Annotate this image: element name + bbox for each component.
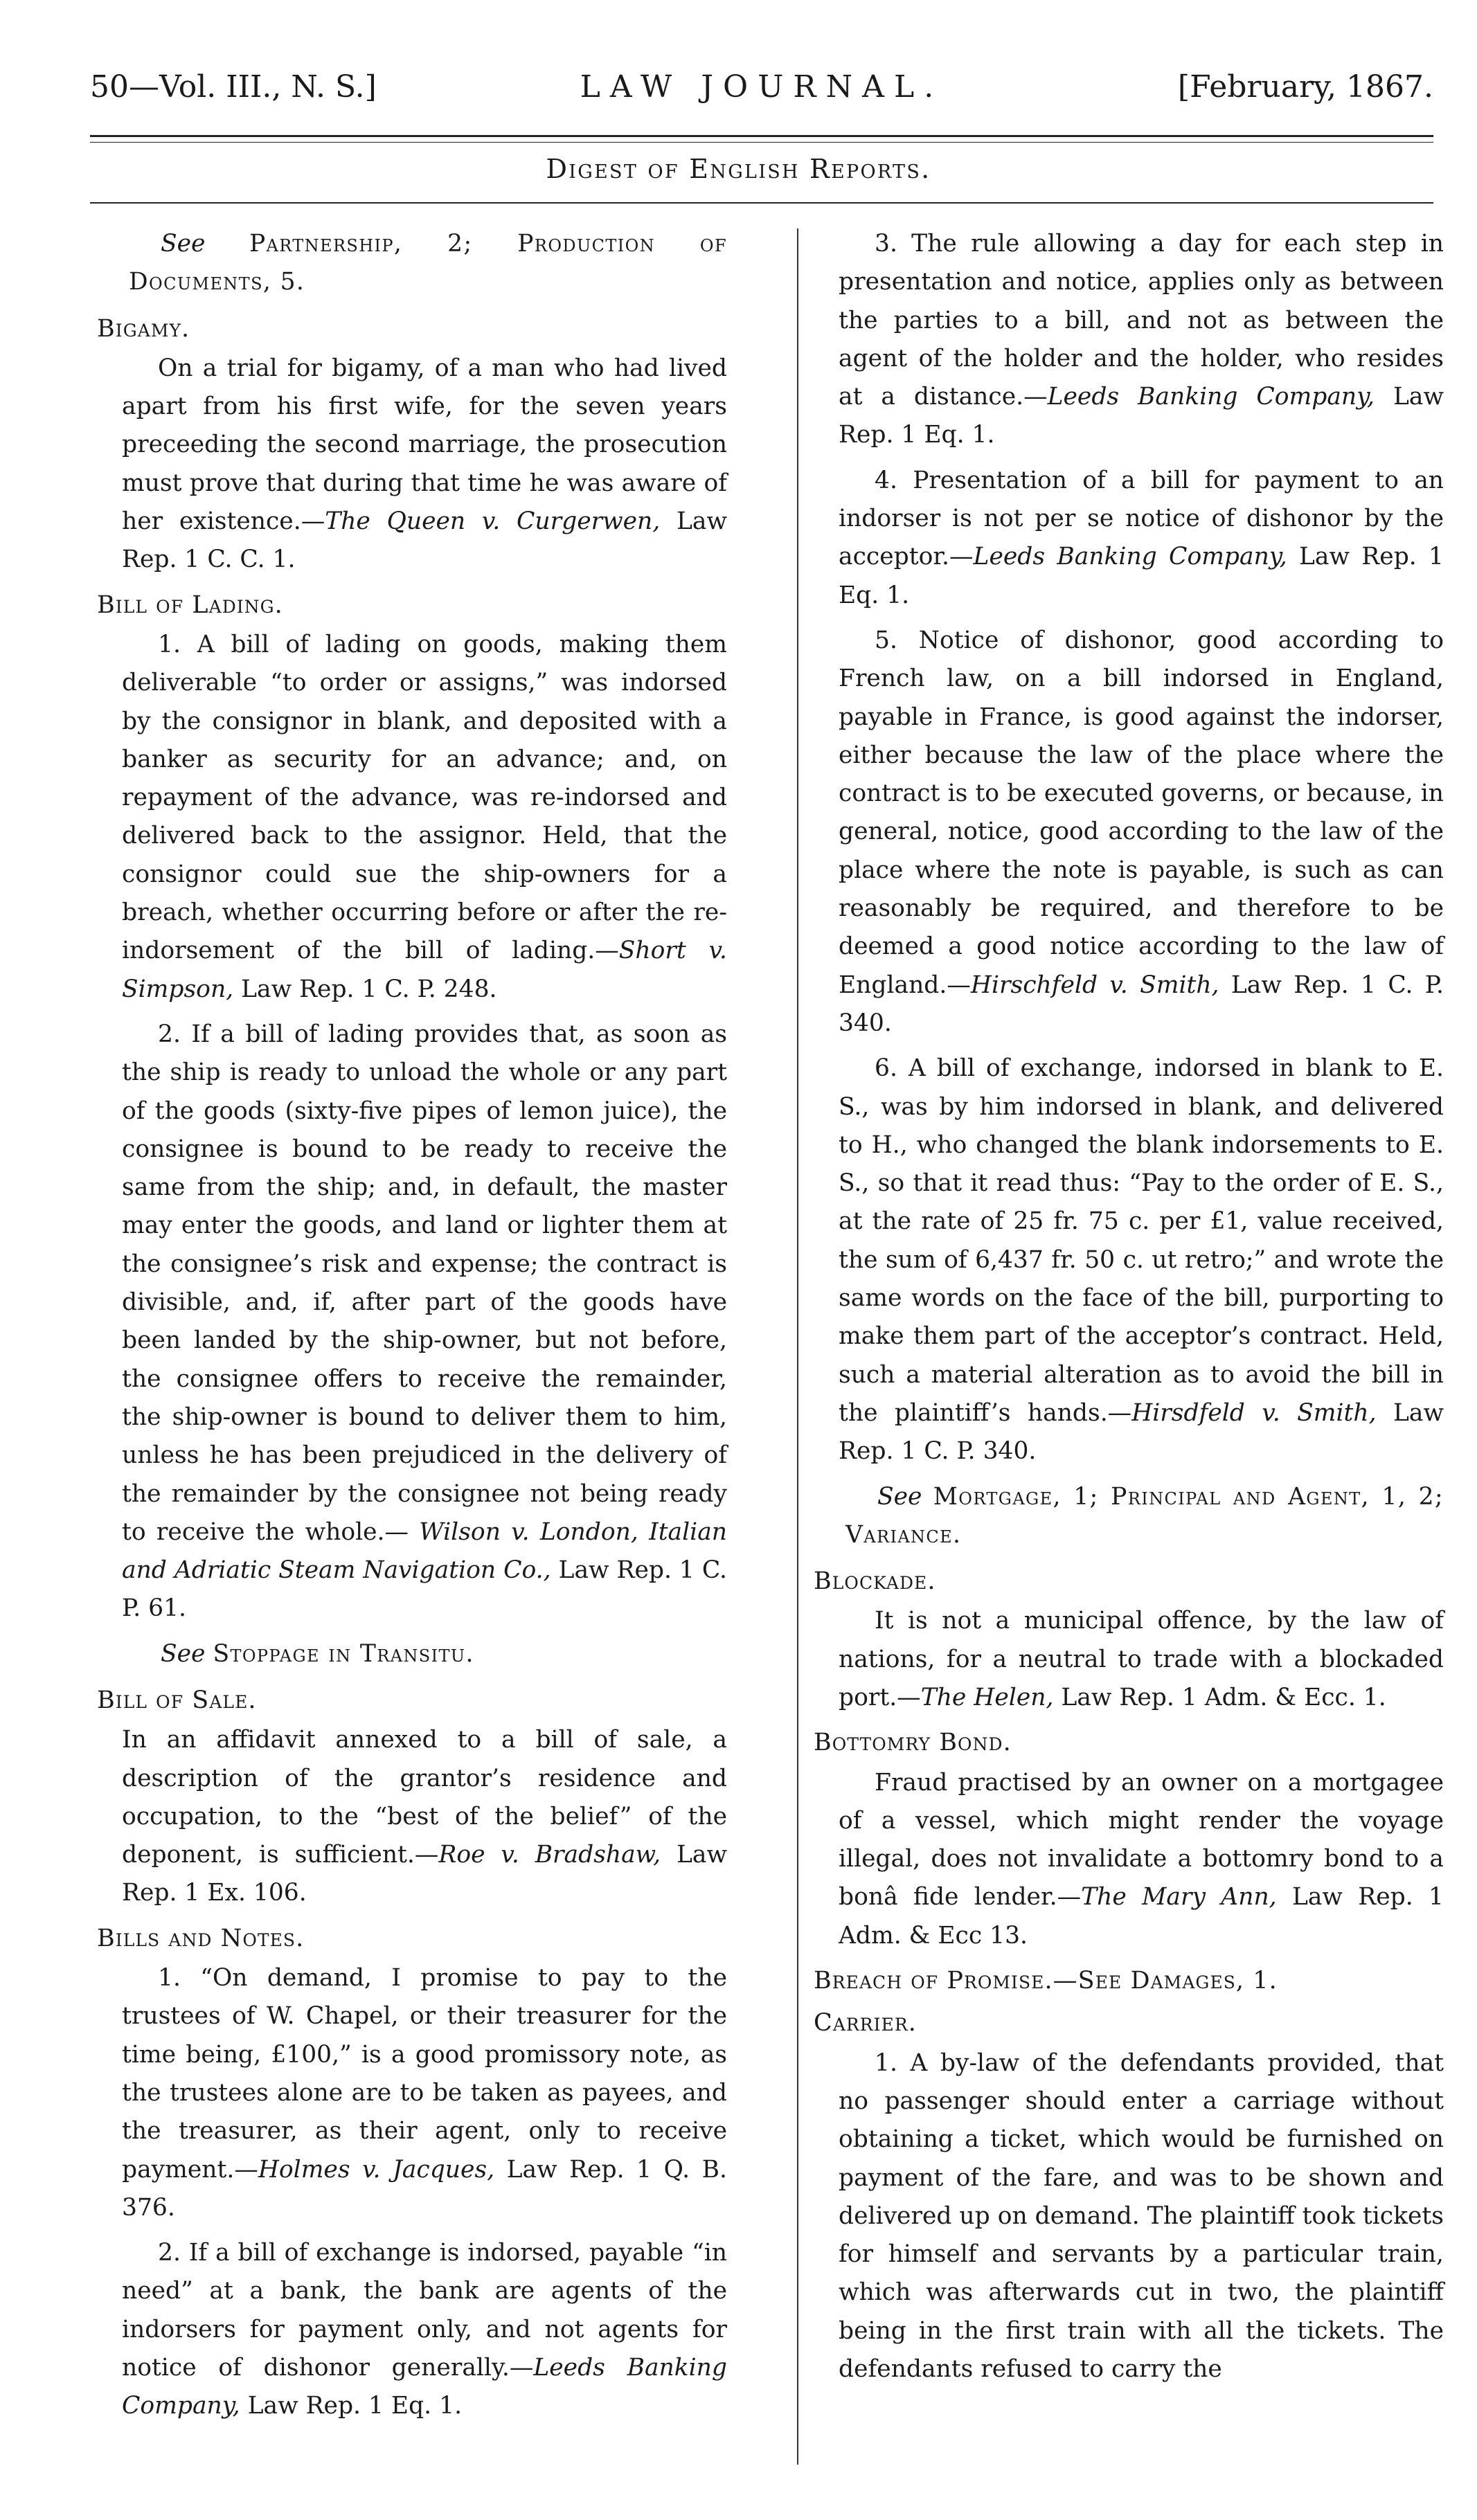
case-name: Wilson v. London, Italian and Adriatic Steam Navigation Co., — [122, 1518, 727, 1585]
case-name: Short v. Simpson, — [122, 937, 728, 1003]
header-rule-thin — [90, 142, 1433, 143]
entry-text: It is not a municipal offence, by the law of nations, for a neutral to trade with a blockaded port.— — [839, 1607, 1444, 1711]
case-citation: Law Rep. 1 Q. B. 376. — [122, 2155, 727, 2222]
case-citation: Law Rep. 1 C. P. 61. — [122, 1556, 727, 1623]
entry-text: In an affidavit annexed to a bill of sale, a description of the grantor’s residence and occupation, to the “best of the belief” of the deponent, is sufficient.— — [122, 1726, 727, 1869]
see-reference — [814, 1478, 1444, 1555]
journal-title: LAW JOURNAL. — [580, 69, 944, 105]
digest-entry — [814, 225, 1444, 455]
case-citation: Law Rep. 1 Ex. 106. — [122, 1841, 727, 1907]
running-head — [90, 69, 1433, 118]
section-title: Digest of English Reports. — [546, 154, 931, 184]
entry-text: 1. A bill of lading on goods, making them deliverable “to order or assigns,” was indorsed by the consignor in blank, and deposited with a banker as security for an advance; and, on repayment of the advance, was re-indorsed and delivered back to the assignor. Held, that the consignor could sue the ship-owners for a breach, whether occurring before or after the re-indorsement of the bill of lading.— — [122, 630, 727, 965]
entry-text: 1. “On demand, I promise to pay to the trustees of W. Chapel, or their treasurer for the time being, £100,” is a good promissory note, as the trustees alone are to be taken as payees, and the treasurer, as their agent, only to receive payment.— — [122, 1964, 727, 2184]
digest-entry — [97, 1721, 727, 1912]
case-name: Roe v. Bradshaw, — [438, 1841, 661, 1869]
digest-entry — [814, 462, 1444, 615]
case-citation: Law Rep. 1 Adm. & Ecc 13. — [839, 1883, 1444, 1950]
digest-heading: Blockade. — [814, 1567, 936, 1596]
case-name: The Mary Ann, — [1081, 1883, 1277, 1911]
digest-heading: Bill of Lading. — [97, 591, 283, 619]
section-rule — [90, 202, 1433, 204]
case-citation: Law Rep. 1 C. C. 1. — [122, 507, 727, 574]
entry-text: On a trial for bigamy, of a man who had lived apart from his first wife, for the seven years preceeding the second marriage, the prosecution must prove that during that time he was aware of her existence.— — [122, 354, 727, 536]
digest-heading: Bigamy. — [97, 314, 190, 343]
digest-entry — [97, 626, 727, 1009]
see-label: See — [161, 230, 249, 258]
see-targets: Mortgage, 1; Principal and Agent, 1, 2; Variance. — [845, 1482, 1444, 1549]
case-citation: Law Rep. 1 C. P. 248. — [233, 975, 497, 1003]
case-citation: Law Rep. 1 Adm. & Ecc. 1. — [1053, 1683, 1386, 1711]
entry-text: Fraud practised by an owner on a mortgagee of a vessel, which might render the voyage illegal, does not invalidate a bottomry bond to a bonâ fide lender.— — [839, 1768, 1444, 1911]
digest-heading: Bottomry Bond. — [814, 1729, 1012, 1757]
case-name: Holmes v. Jacques, — [258, 2155, 495, 2184]
case-name: Leeds Banking Company, — [973, 543, 1287, 571]
case-citation: Law Rep. 1 Eq. 1. — [240, 2392, 463, 2420]
case-name: The Helen, — [920, 1683, 1054, 1711]
case-citation: Law Rep. 1 C. P. 340. — [839, 1398, 1444, 1466]
case-citation: Law Rep. 1 C. P. 340. — [839, 971, 1444, 1037]
case-name: Hirschfeld v. Smith, — [970, 971, 1219, 999]
left-column — [97, 225, 727, 2433]
digest-entry — [97, 2234, 727, 2425]
issue-date: [February, 1867. — [1177, 69, 1433, 105]
entry-text: 2. If a bill of exchange is indorsed, payable “in need” at a bank, the bank are agents of the indorsers for payment only, and not agents for notice of dishonor generally.— — [122, 2239, 727, 2382]
digest-entry — [97, 350, 727, 579]
right-column — [814, 225, 1444, 2395]
volume-info: 50—Vol. III., N. S.] — [90, 69, 377, 105]
see-targets: Partnership, 2; Production of Documents, 5. — [129, 230, 727, 296]
digest-entry — [814, 622, 1444, 1043]
digest-heading: Bill of Sale. — [97, 1686, 257, 1714]
digest-heading: Breach of Promise.—See Damages, 1. — [814, 1967, 1278, 1995]
case-citation: Law Rep. 1 Eq. 1. — [839, 543, 1444, 609]
digest-entry — [97, 1016, 727, 1628]
entry-text: 5. Notice of dishonor, good according to French law, on a bill indorsed in England, payable in France, is good against the indorser, either because the law of the place where the contract is to be executed governs, or because, in general, notice, good according to the law of the place where the note is payable, is such as can reasonably be required, and therefore to be deemed a good notice according to the law of England.— — [839, 626, 1444, 999]
header-rule — [90, 135, 1433, 137]
digest-entry — [97, 1959, 727, 2227]
digest-entry — [814, 1602, 1444, 1717]
case-name: Leeds Banking Company, — [122, 2354, 727, 2420]
digest-entry — [814, 2044, 1444, 2389]
see-reference — [97, 225, 727, 302]
see-label: See — [877, 1482, 933, 1511]
entry-text: 3. The rule allowing a day for each step in presentation and notice, applies only as between the parties to a bill, and not as between the agent of the holder and the holder, who resides at a distance.— — [839, 230, 1444, 411]
case-name: The Queen v. Curgerwen, — [325, 507, 661, 536]
case-name: Hirsdfeld v. Smith, — [1131, 1398, 1377, 1427]
see-label: See — [161, 1639, 213, 1668]
case-citation: Law Rep. 1 Eq. 1. — [839, 383, 1444, 449]
see-reference — [97, 1635, 727, 1673]
entry-text: 4. Presentation of a bill for payment to an indorser is not per se notice of dishonor by the acceptor.— — [839, 466, 1444, 571]
digest-heading: Bills and Notes. — [97, 1924, 305, 1952]
entry-text: 2. If a bill of lading provides that, as soon as the ship is ready to unload the whole or any part of the goods (sixty-five pipes of lemon juice), the consignee is bound to be ready to receive the same from the ship; and, in default, the master may enter the goods, and land or lighter them at the consignee’s risk and expense; the contract is divisible, and, if, after part of the goods have been landed by the ship-owner, but not before, the consignee offers to receive the remainder, the ship-owner is bound to deliver them to him, unless he has been prejudiced in the delivery of the remainder by the consignee not being ready to receive the whole.— — [122, 1020, 727, 1546]
see-targets: Stoppage in Transitu. — [213, 1639, 474, 1668]
case-name: Leeds Banking Company, — [1047, 383, 1375, 411]
entry-text: 1. A by-law of the defendants provided, that no passenger should enter a carriage without obtaining a ticket, which would be furnished on payment of the fare, and was to be shown and delivered up on demand. The plaintiff took tickets for himself and servants by a particular train, which was afterwards cut in two, the plaintiff being in the first train with all the tickets. The defendants refused to carry the — [839, 2049, 1444, 2384]
digest-entry — [814, 1050, 1444, 1470]
column-divider — [797, 228, 798, 2465]
digest-heading: Carrier. — [814, 2009, 917, 2037]
entry-text: 6. A bill of exchange, indorsed in blank to E. S., was by him indorsed in blank, and delivered to H., who changed the blank indorsements to E. S., so that it read thus: “Pay to the order of E. S., at the rate of 25 fr. 75 c. per £1, value received, the sum of 6,437 fr. 50 c. ut retro;” and wrote the same words on the face of the bill, purporting to make them part of the acceptor’s contract. Held, such a material alteration as to avoid the bill in the plaintiff’s hands.— — [839, 1054, 1444, 1427]
digest-entry — [814, 1764, 1444, 1955]
